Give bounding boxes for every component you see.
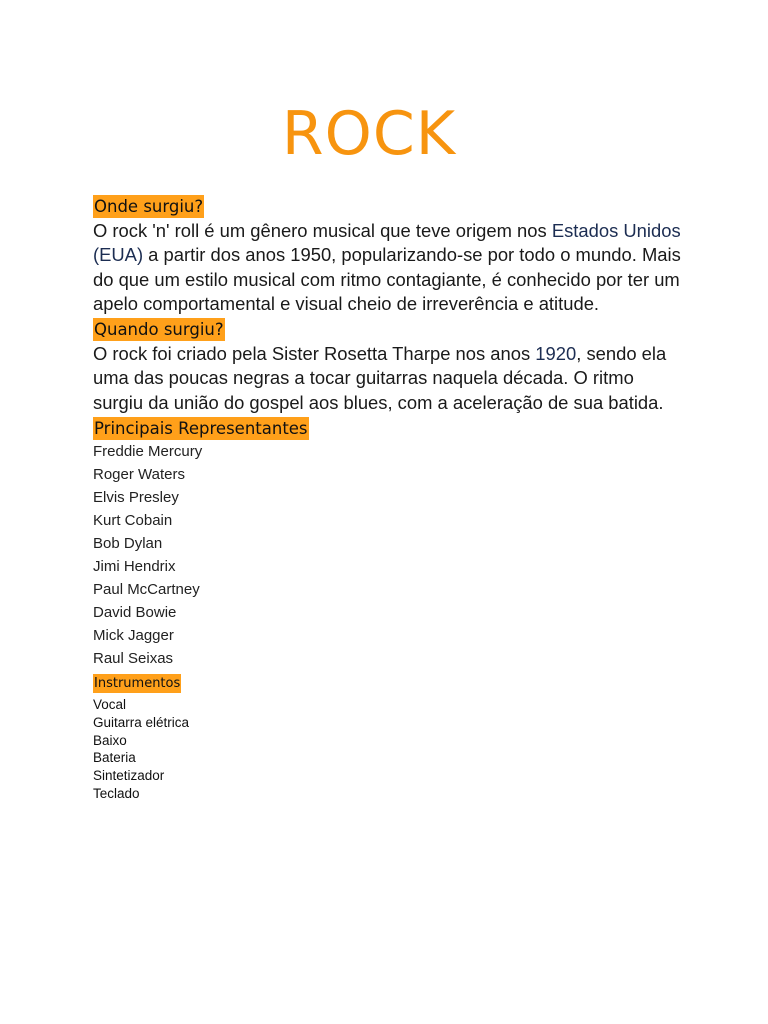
list-item: Jimi Hendrix (93, 558, 176, 576)
list-item: Bateria (93, 750, 136, 766)
list-item: Raul Seixas (93, 650, 174, 668)
origin-text-before: O rock 'n' roll é um gênero musical que teve origem nos (93, 220, 552, 241)
section-heading-origin: Onde surgiu? (94, 197, 204, 216)
document-body (93, 195, 683, 803)
list-item: Baixo (93, 732, 127, 748)
origin-paragraph (93, 219, 683, 316)
list-item: Sintetizador (93, 768, 165, 784)
section-heading-when: Quando surgiu? (94, 320, 224, 340)
section-when (93, 318, 683, 415)
list-item: Mick Jagger (93, 627, 174, 645)
list-item: Guitarra elétrica (93, 714, 190, 730)
instruments-list (93, 696, 683, 803)
list-item: David Bowie (93, 604, 177, 622)
representatives-list (93, 440, 683, 670)
section-origin (93, 195, 683, 316)
list-item: Elvis Presley (93, 489, 179, 507)
section-instruments (93, 674, 683, 803)
list-item: Roger Waters (93, 466, 185, 484)
list-item: Bob Dylan (93, 535, 163, 553)
when-link-1920[interactable]: 1920 (535, 343, 577, 365)
list-item: Freddie Mercury (93, 443, 203, 461)
origin-link-usa[interactable]: Estados Unidos (EUA) (93, 220, 681, 266)
when-text-after: , sendo ela uma das poucas negras a tocar guitarras naquela década. O ritmo surgiu da união do gospel aos blues, com a aceleração de sua batida. (93, 343, 667, 413)
when-text-before: O rock foi criado pela Sister Rosetta Tharpe nos anos (93, 343, 536, 365)
section-heading-representatives: Principais Representantes (94, 419, 308, 439)
list-item: Vocal (93, 697, 127, 713)
list-item: Teclado (93, 786, 140, 802)
list-item: Paul McCartney (93, 581, 200, 599)
when-paragraph (93, 342, 683, 415)
section-representatives (93, 417, 683, 670)
section-heading-instruments: Instrumentos (94, 676, 181, 692)
page-title: ROCK (281, 99, 457, 169)
list-item: Kurt Cobain (93, 512, 173, 530)
origin-text-after: a partir dos anos 1950, popularizando-se por todo o mundo. Mais do que um estilo musical com ritmo contagiante, é conhecido por ter um apelo comportamental e visual cheio de irreverência e atitude. (93, 244, 681, 314)
